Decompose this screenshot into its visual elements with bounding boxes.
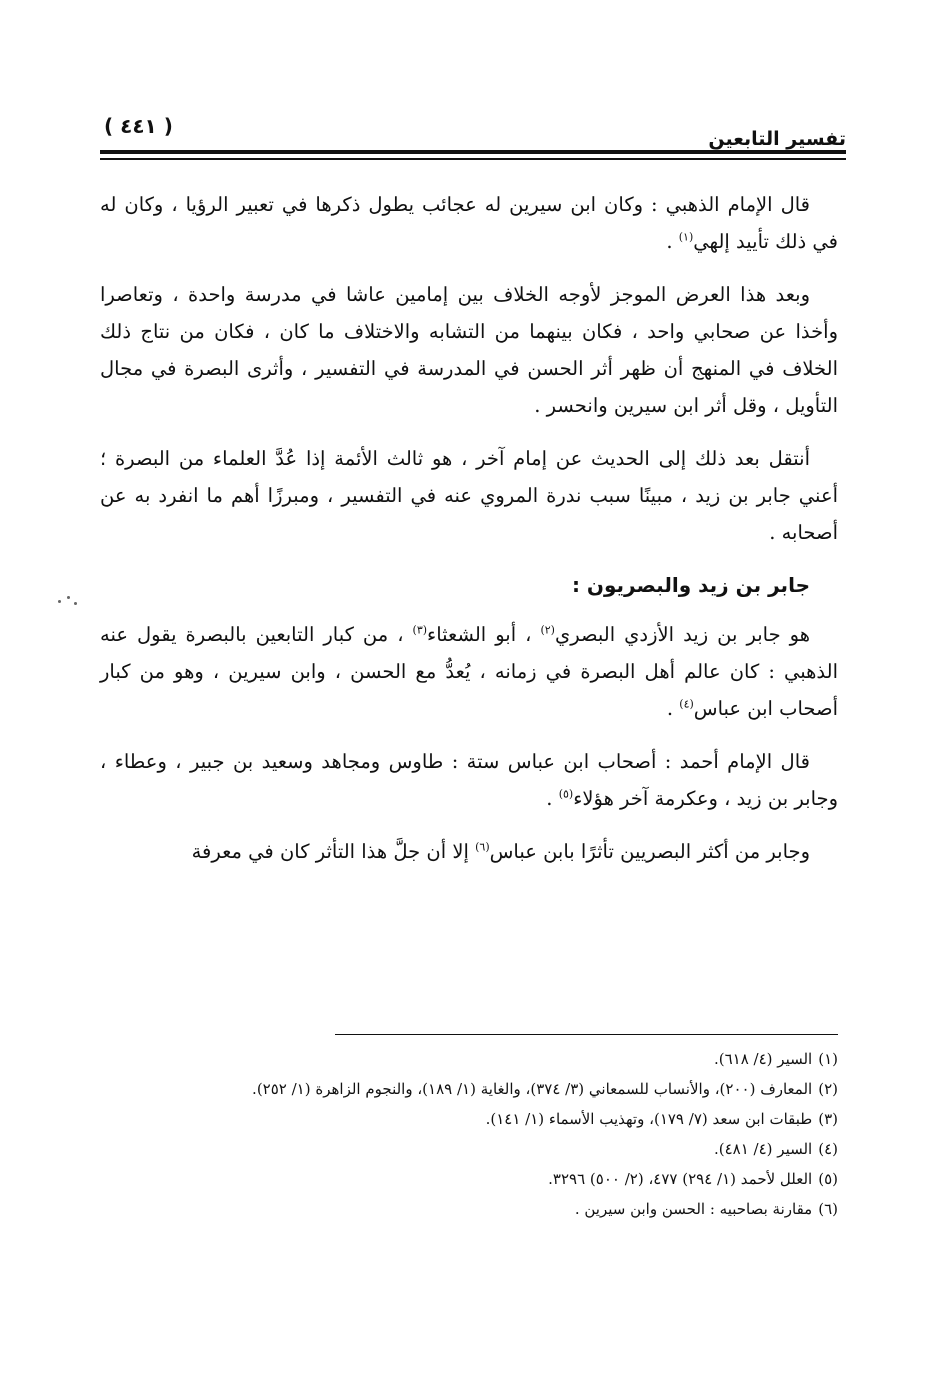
header-rule-thick [100, 150, 846, 154]
page-number: ( ٤٤١ ) [104, 114, 173, 138]
footnote-5: (٥)العلل لأحمد (١/ ٢٩٤) ٤٧٧، (٢/ ٥٠٠) ٣٢٩٦. [548, 1170, 838, 1188]
footnote-ref: (٢) [540, 623, 555, 637]
footnote-ref: (١) [678, 230, 694, 244]
section-heading: جابر بن زيد والبصريون : [571, 573, 810, 597]
footnote-ref: (٣) [412, 623, 428, 637]
footnote-3: (٣)طبقات ابن سعد (٧/ ١٧٩)، وتهذيب الأسماء (١/ ١٤١). [485, 1110, 838, 1128]
footnote-ref: (٦) [475, 840, 490, 854]
book-title: تفسير التابعين [708, 128, 846, 150]
paragraph-6: وجابر من أكثر البصريين تأثرًا بابن عباس$^{(٦)}$ إلا أن جلَّ هذا التأثر كان في معرفة [191, 840, 810, 863]
footnote-2: (٢)المعارف (٢٠٠)، والأنساب للسمعاني (٣/ ٣٧٤)، والغاية (١/ ١٨٩)، والنجوم الزاهرة (١/ ٢٥٢). [252, 1080, 838, 1098]
footnote-ref: (٤) [679, 697, 694, 711]
footnote-ref: (٥) [558, 787, 574, 801]
page-header [100, 112, 846, 152]
paragraph-1: قال الإمام الذهبي : وكان ابن سيرين له عجائب يطول ذكرها في تعبير الرؤيا ، وكان له في ذلك تأييد إلهي$^{(١)}$ . [100, 193, 838, 253]
paragraph-2: وبعد هذا العرض الموجز لأوجه الخلاف بين إمامين عاشا في مدرسة واحدة ، وتعاصرا وأخذا عن صحابي واحد ، فكان بينهما من التشابه والاختلاف ما كان ، فكان من نتاج ذلك الخلاف في المنهج أن ظهر أثر الحسن في المدرسة في التفسير ، وأثرى البصرة في مجال التأويل ، وقل أثر ابن سيرين وانحسر . [100, 283, 838, 417]
paragraph-3: أنتقل بعد ذلك إلى الحديث عن إمام آخر ، هو ثالث الأئمة إذا عُدَّ العلماء من البصرة ؛ أعني جابر بن زيد ، مبينًا سبب ندرة المروي عنه في التفسير ، ومبرزًا أهم ما انفرد به عن أصحابه . [100, 447, 838, 544]
footnote-4: (٤)السير (٤/ ٤٨١). [713, 1140, 838, 1158]
main-text [100, 186, 838, 886]
paragraph-5: قال الإمام أحمد : أصحاب ابن عباس ستة : طاوس ومجاهد وسعيد بن جبير ، وعطاء ، وجابر بن زيد ، وعكرمة آخر هؤلاء$^{(٥)}$ . [100, 750, 838, 810]
scan-specks [58, 596, 82, 606]
footnote-6: (٦)مقارنة بصاحبيه : الحسن وابن سيرين . [574, 1200, 838, 1218]
footnote-1: (١)السير (٤/ ٦١٨). [713, 1050, 838, 1068]
paragraph-4: هو جابر بن زيد الأزدي البصري$^{(٢)}$ ، أبو الشعثاء$^{(٣)}$ ، من كبار التابعين بالبصرة يقول عنه الذهبي : كان عالم أهل البصرة في زمانه ، يُعدُّ مع الحسن ، وابن سيرين ، وهو من كبار أصحاب ابن عباس$^{(٤)}$ . [100, 623, 838, 720]
header-rule-thin [100, 158, 846, 160]
footnote-separator [335, 1034, 838, 1035]
footnotes [100, 1044, 838, 1224]
